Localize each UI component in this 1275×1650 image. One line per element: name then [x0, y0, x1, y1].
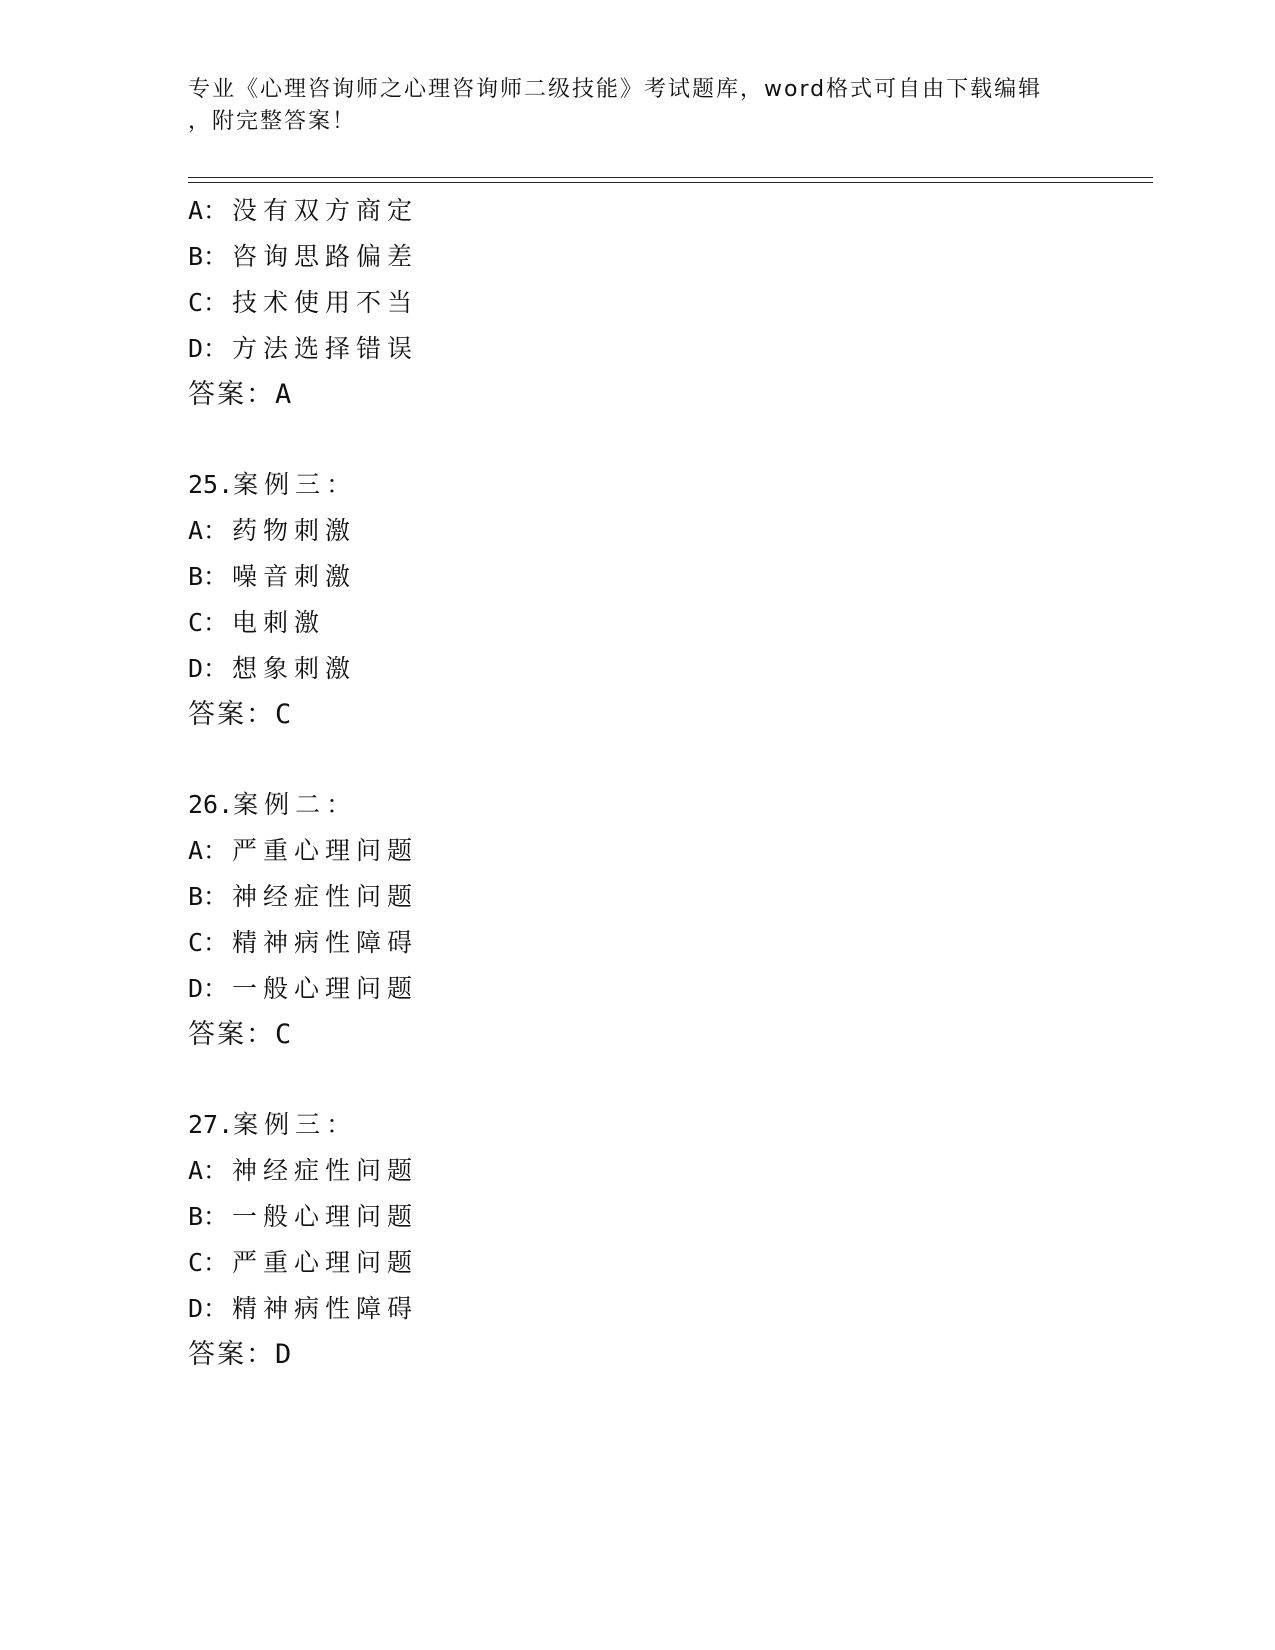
option-key: D：	[188, 334, 229, 363]
option-key: C：	[188, 928, 229, 957]
question-block-26	[188, 782, 1088, 1058]
option-text: 一般心理问题	[232, 1202, 419, 1231]
option-key: B：	[188, 1202, 229, 1231]
answer-line	[188, 1332, 1088, 1378]
answer-line	[188, 692, 1088, 738]
option-a	[188, 508, 1088, 554]
document-header	[188, 74, 1088, 138]
answer-value: C	[275, 699, 292, 730]
option-key: D：	[188, 654, 229, 683]
answer-label: 答案：	[188, 1019, 275, 1050]
answer-label: 答案：	[188, 1339, 275, 1370]
spacer	[188, 738, 1088, 782]
question-text: 案例二：	[233, 790, 358, 819]
option-key: D：	[188, 974, 229, 1003]
option-d	[188, 646, 1088, 692]
option-d	[188, 966, 1088, 1012]
header-title-line-2: ，附完整答案！	[188, 109, 357, 134]
option-c	[188, 1240, 1088, 1286]
option-text: 精神病性障碍	[232, 928, 419, 957]
answer-line	[188, 372, 1088, 418]
option-key: D：	[188, 1294, 229, 1323]
option-key: A：	[188, 1156, 229, 1185]
option-text: 电刺激	[232, 608, 326, 637]
option-a	[188, 828, 1088, 874]
question-number: 27.	[188, 1110, 234, 1139]
option-text: 严重心理问题	[232, 836, 419, 865]
option-c	[188, 280, 1088, 326]
option-d	[188, 1286, 1088, 1332]
option-text: 没有双方商定	[232, 196, 419, 225]
header-title-line-1: 专业《心理咨询师之心理咨询师二级技能》考试题库，word格式可自由下载编辑	[188, 77, 1043, 102]
option-key: B：	[188, 242, 229, 271]
question-title	[188, 782, 1088, 828]
option-c	[188, 600, 1088, 646]
option-key: A：	[188, 836, 229, 865]
option-key: A：	[188, 196, 229, 225]
question-text: 案例三：	[233, 1110, 358, 1139]
answer-value: D	[275, 1339, 292, 1370]
option-key: C：	[188, 608, 229, 637]
answer-value: C	[275, 1019, 292, 1050]
option-text: 噪音刺激	[232, 562, 357, 591]
option-a	[188, 1148, 1088, 1194]
option-text: 药物刺激	[232, 516, 357, 545]
answer-label: 答案：	[188, 379, 275, 410]
option-key: C：	[188, 288, 229, 317]
question-block-27	[188, 1102, 1088, 1378]
option-text: 神经症性问题	[232, 1156, 419, 1185]
spacer	[188, 1058, 1088, 1102]
spacer	[188, 418, 1088, 462]
header-divider-bottom	[188, 182, 1153, 183]
option-key: B：	[188, 882, 229, 911]
answer-label: 答案：	[188, 699, 275, 730]
question-title	[188, 1102, 1088, 1148]
question-list	[188, 188, 1088, 1378]
option-key: B：	[188, 562, 229, 591]
option-text: 想象刺激	[232, 654, 357, 683]
question-text: 案例三：	[233, 470, 358, 499]
option-text: 精神病性障碍	[232, 1294, 419, 1323]
option-text: 技术使用不当	[232, 288, 419, 317]
option-text: 方法选择错误	[232, 334, 419, 363]
option-key: C：	[188, 1248, 229, 1277]
option-key: A：	[188, 516, 229, 545]
header-divider-top	[188, 177, 1153, 178]
option-c	[188, 920, 1088, 966]
answer-value: A	[275, 379, 292, 410]
option-a	[188, 188, 1088, 234]
answer-line	[188, 1012, 1088, 1058]
option-text: 咨询思路偏差	[232, 242, 419, 271]
question-number: 25.	[188, 470, 234, 499]
option-text: 神经症性问题	[232, 882, 419, 911]
question-title	[188, 462, 1088, 508]
question-block-continued	[188, 188, 1088, 418]
option-b	[188, 874, 1088, 920]
question-number: 26.	[188, 790, 234, 819]
option-b	[188, 554, 1088, 600]
option-d	[188, 326, 1088, 372]
option-text: 一般心理问题	[232, 974, 419, 1003]
question-block-25	[188, 462, 1088, 738]
option-b	[188, 234, 1088, 280]
option-b	[188, 1194, 1088, 1240]
option-text: 严重心理问题	[232, 1248, 419, 1277]
